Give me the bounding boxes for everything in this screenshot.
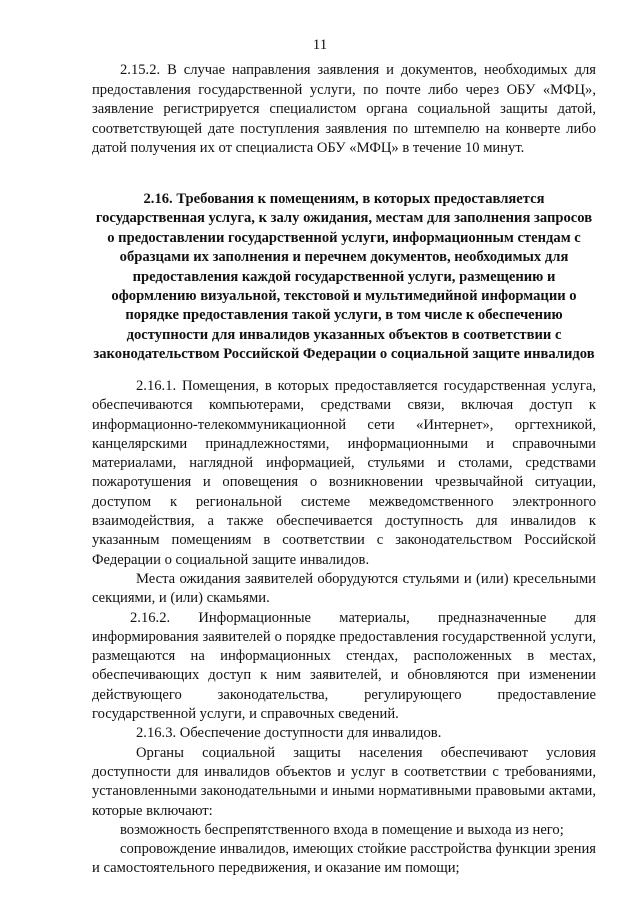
paragraph-2-16-2: 2.16.2. Информационные материалы, предназначенные для информирования заявителей о порядке предоставления государственной услуги, размещаются на информационных стендах, расположенных в местах, обеспечивающих доступ к ним заявителей, и обновляются при изменении действующего законодательства, регулирующего предоставление государственной услуги, и справочных сведений. (92, 609, 596, 723)
paragraph-2-16-3: 2.16.3. Обеспечение доступности для инвалидов. (136, 725, 442, 742)
page-number: 11 (312, 37, 328, 53)
section-heading-2-16: 2.16. Требования к помещениям, в которых предоставляется государственная услуга, к залу ожидания, местам для заполнения запросов о предоставлении государственной услуги, информационным стендам с образцами их заполнения и перечнем документов, необходимых для предоставления каждой государственной услуги, размещению и оформлению визуальной, текстовой и мультимедийной информации о порядке предоставления такой услуги, в том числе к обеспечению доступности для инвалидов указанных объектов в соответствии с законодательством Российской Федерации о социальной защите инвалидов (93, 191, 595, 363)
paragraph-waiting-places: Места ожидания заявителей оборудуются стульями и (или) кресельными секциями, и (или) скамьями. (92, 570, 596, 607)
paragraph-2-15-2: 2.15.2. В случае направления заявления и документов, необходимых для предоставления государственной услуги, по почте либо через ОБУ «МФЦ», заявление регистрируется специалистом органа социальной защиты датой, соответствующей дате поступления заявления по штемпелю на конверте либо датой получения их от специалиста ОБУ «МФЦ» в течение 10 минут. (92, 62, 596, 157)
section-body (92, 377, 596, 879)
paragraph-organs: Органы социальной защиты населения обеспечивают условия доступности для инвалидов объектов и услуг в соответствии с требованиями, установленными законодательными и иными нормативными правовыми актами, которые включают: (92, 744, 596, 819)
list-item-escort: сопровождение инвалидов, имеющих стойкие расстройства функции зрения и самостоятельного передвижения, и оказание им помощи; (92, 841, 596, 877)
list-item-access: возможность беспрепятственного входа в помещение и выхода из него; (120, 821, 564, 838)
paragraph-2-16-1: 2.16.1. Помещения, в которых предоставляется государственная услуга, обеспечиваются компьютерами, средствами связи, включая доступ к информационно-телекоммуникационной сети «Интернет», оргтехникой, канцелярскими принадлежностями, информационными и справочными материалами, наглядной информацией, стульями и столами, средствами пожаротушения и оповещения о возникновении чрезвычайной ситуации, доступом к региональной системе межведомственного электронного взаимодействия, а также обеспечивается доступность для инвалидов к указанным помещениям в соответствии с законодательством Российской Федерации о социальной защите инвалидов. (92, 378, 596, 568)
